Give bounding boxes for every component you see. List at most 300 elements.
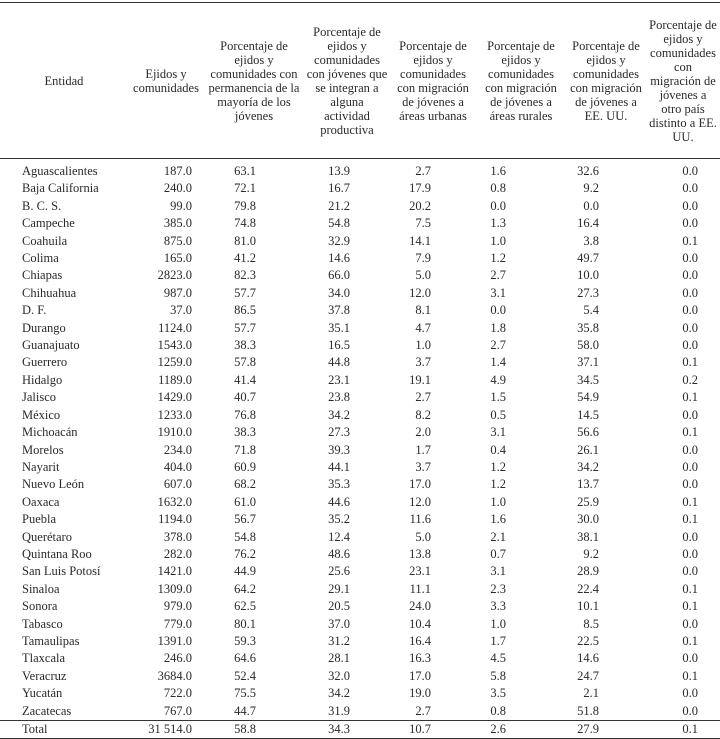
table-row [0, 685, 720, 702]
value-cell: 82.3 [234, 268, 256, 283]
value-cell: 0.0 [682, 285, 698, 300]
column-header: Porcentaje de ejidos y comunidades con migración de jóvenes a otro país distinto a EE. UU. [649, 17, 717, 144]
value-cell: 9.2 [583, 181, 599, 196]
value-cell: 35.3 [328, 477, 350, 492]
value-cell: 66.0 [328, 268, 350, 283]
value-cell: 79.8 [234, 198, 256, 213]
value-cell: 28.1 [328, 651, 350, 666]
value-cell: 60.9 [234, 459, 256, 474]
value-cell: 44.8 [328, 355, 350, 370]
value-cell: 2.7 [490, 268, 506, 283]
value-cell: 39.3 [328, 442, 350, 457]
entity-cell: San Luis Potosí [22, 564, 101, 579]
entity-cell: Hidalgo [22, 372, 63, 387]
value-cell: 10.1 [577, 599, 599, 614]
value-cell: 4.9 [490, 372, 506, 387]
value-cell: 12.0 [409, 494, 431, 509]
value-cell: 35.2 [328, 512, 350, 527]
value-cell: 875.0 [163, 233, 192, 248]
table-row [0, 633, 720, 650]
value-cell: 0.0 [682, 216, 698, 231]
entity-cell: Puebla [22, 512, 57, 527]
value-cell: 16.3 [409, 651, 431, 666]
value-cell: 57.7 [234, 320, 256, 335]
entity-cell: Oaxaca [22, 494, 60, 509]
entity-cell: Total [22, 722, 48, 736]
table-row [0, 233, 720, 250]
entity-cell: Tamaulipas [22, 633, 80, 648]
header-entidad: Entidad [44, 73, 84, 88]
value-cell: 165.0 [163, 251, 192, 266]
value-cell: 34.2 [328, 686, 350, 701]
value-cell: 48.6 [328, 546, 350, 561]
value-cell: 0.0 [682, 564, 698, 579]
value-cell: 1.7 [490, 633, 506, 648]
value-cell: 0.0 [490, 198, 506, 213]
value-cell: 21.2 [328, 198, 350, 213]
value-cell: 3.7 [415, 459, 431, 474]
value-cell: 14.6 [328, 251, 350, 266]
value-cell: 0.0 [682, 616, 698, 631]
table-row [0, 616, 720, 633]
value-cell: 11.6 [409, 512, 431, 527]
value-cell: 0.0 [682, 546, 698, 561]
column-header: Ejidos y comunidades [133, 66, 199, 95]
value-cell: 23.8 [328, 390, 350, 405]
entity-cell: Querétaro [22, 529, 72, 544]
value-cell: 16.4 [409, 633, 431, 648]
value-cell: 5.8 [490, 668, 506, 683]
value-cell: 0.0 [682, 407, 698, 422]
value-cell: 5.0 [415, 268, 431, 283]
value-cell: 0.0 [682, 251, 698, 266]
value-cell: 1189.0 [158, 372, 192, 387]
value-cell: 72.1 [234, 181, 256, 196]
entity-cell: Coahuila [22, 233, 68, 248]
value-cell: 25.9 [577, 494, 599, 509]
value-cell: 0.0 [490, 303, 506, 318]
value-cell: 27.3 [328, 425, 350, 440]
value-cell: 0.0 [682, 181, 698, 196]
value-cell: 17.0 [409, 668, 431, 683]
table-row [0, 302, 720, 319]
value-cell: 1233.0 [157, 407, 192, 422]
value-cell: 3.1 [490, 425, 506, 440]
value-cell: 30.0 [577, 512, 599, 527]
value-cell: 64.6 [234, 651, 256, 666]
entity-cell: Guerrero [22, 355, 68, 370]
value-cell: 2.7 [415, 703, 431, 718]
value-cell: 1.2 [490, 477, 506, 492]
migration-table [0, 2, 720, 739]
value-cell: 2.1 [490, 529, 506, 544]
value-cell: 0.0 [682, 268, 698, 283]
value-cell: 10.4 [409, 616, 431, 631]
table-row [0, 581, 720, 598]
value-cell: 0.8 [490, 181, 506, 196]
table-row [0, 198, 720, 215]
value-cell: 0.1 [682, 668, 698, 683]
value-cell: 31.2 [328, 633, 350, 648]
value-cell: 8.2 [415, 407, 431, 422]
value-cell: 0.7 [490, 546, 506, 561]
table-row [0, 159, 720, 181]
value-cell: 0.4 [490, 442, 506, 457]
value-cell: 1.8 [490, 320, 506, 335]
table-row [0, 598, 720, 615]
value-cell: 41.4 [234, 372, 256, 387]
table-row [0, 442, 720, 459]
value-cell: 8.5 [583, 616, 599, 631]
value-cell: 28.9 [577, 564, 599, 579]
value-cell: 234.0 [163, 442, 192, 457]
value-cell: 19.0 [409, 686, 431, 701]
value-cell: 0.1 [682, 390, 698, 405]
value-cell: 187.0 [163, 164, 192, 178]
value-cell: 62.5 [234, 599, 256, 614]
value-cell: 57.8 [234, 355, 256, 370]
value-cell: 4.7 [415, 320, 431, 335]
value-cell: 5.0 [415, 529, 431, 544]
value-cell: 57.7 [234, 285, 256, 300]
value-cell: 54.8 [234, 529, 256, 544]
value-cell: 16.7 [328, 181, 350, 196]
value-cell: 1259.0 [157, 355, 192, 370]
value-cell: 44.9 [234, 564, 256, 579]
entity-cell: B. C. S. [22, 198, 62, 213]
value-cell: 0.1 [682, 512, 698, 527]
value-cell: 0.0 [682, 703, 698, 718]
value-cell: 1.7 [415, 442, 431, 457]
value-cell: 0.1 [682, 581, 698, 596]
value-cell: 1194.0 [158, 512, 192, 527]
value-cell: 7.5 [415, 216, 431, 231]
entity-cell: México [22, 407, 61, 422]
table-row [0, 180, 720, 197]
value-cell: 41.2 [234, 251, 256, 266]
value-cell: 1.2 [490, 251, 506, 266]
value-cell: 0.0 [682, 686, 698, 701]
value-cell: 56.6 [577, 425, 599, 440]
value-cell: 59.3 [234, 633, 256, 648]
value-cell: 35.8 [577, 320, 599, 335]
value-cell: 1910.0 [157, 425, 192, 440]
value-cell: 2.0 [415, 425, 431, 440]
value-cell: 37.0 [170, 303, 192, 318]
value-cell: 22.4 [577, 581, 599, 596]
entity-cell: Morelos [22, 442, 64, 457]
value-cell: 3684.0 [157, 668, 192, 683]
value-cell: 23.1 [328, 372, 350, 387]
value-cell: 2.1 [583, 686, 599, 701]
value-cell: 0.1 [682, 494, 698, 509]
column-header: Porcentaje de ejidos y comunidades con migración de jóvenes a áreas rurales [485, 38, 557, 123]
value-cell: 34.0 [328, 285, 350, 300]
value-cell: 1.6 [490, 164, 506, 178]
value-cell: 64.2 [234, 581, 256, 596]
table-row [0, 372, 720, 389]
value-cell: 607.0 [163, 477, 192, 492]
entity-cell: Nayarit [22, 459, 60, 474]
value-cell: 38.3 [234, 425, 256, 440]
entity-cell: Tlaxcala [22, 651, 66, 666]
value-cell: 3.7 [415, 355, 431, 370]
value-cell: 0.0 [682, 477, 698, 492]
table-row [0, 354, 720, 371]
value-cell: 0.1 [682, 599, 698, 614]
value-cell: 34.3 [328, 722, 350, 736]
column-header: Porcentaje de ejidos y comunidades con migración de jóvenes a áreas urbanas [397, 38, 469, 123]
value-cell: 40.7 [234, 390, 256, 405]
value-cell: 1429.0 [157, 390, 192, 405]
value-cell: 10.0 [577, 268, 599, 283]
value-cell: 1.0 [490, 616, 506, 631]
value-cell: 99.0 [170, 198, 192, 213]
value-cell: 1391.0 [157, 633, 192, 648]
value-cell: 34.2 [577, 459, 599, 474]
value-cell: 76.2 [234, 546, 256, 561]
value-cell: 35.1 [328, 320, 350, 335]
entity-cell: Zacatecas [22, 703, 72, 718]
entity-cell: Jalisco [22, 390, 57, 405]
value-cell: 0.0 [682, 651, 698, 666]
value-cell: 1543.0 [157, 338, 192, 353]
value-cell: 63.1 [234, 164, 256, 178]
value-cell: 71.8 [234, 442, 256, 457]
value-cell: 32.9 [328, 233, 350, 248]
value-cell: 0.0 [682, 303, 698, 318]
value-cell: 16.4 [577, 216, 599, 231]
value-cell: 11.1 [409, 581, 431, 596]
value-cell: 1.0 [415, 338, 431, 353]
entity-cell: Nuevo León [22, 477, 85, 492]
value-cell: 0.1 [682, 633, 698, 648]
value-cell: 14.6 [577, 651, 599, 666]
value-cell: 14.5 [577, 407, 599, 422]
entity-cell: Baja California [22, 181, 99, 196]
value-cell: 61.0 [234, 494, 256, 509]
value-cell: 3.5 [490, 686, 506, 701]
value-cell: 385.0 [163, 216, 192, 231]
value-cell: 14.1 [409, 233, 431, 248]
table-row [0, 476, 720, 493]
value-cell: 16.5 [328, 338, 350, 353]
value-cell: 32.6 [577, 164, 599, 178]
value-cell: 0.1 [682, 425, 698, 440]
entity-cell: D. F. [22, 303, 47, 318]
value-cell: 240.0 [163, 181, 192, 196]
value-cell: 80.1 [234, 616, 256, 631]
value-cell: 20.5 [328, 599, 350, 614]
value-cell: 1.3 [490, 216, 506, 231]
value-cell: 404.0 [163, 459, 192, 474]
value-cell: 0.1 [682, 355, 698, 370]
value-cell: 3.3 [490, 599, 506, 614]
entity-cell: Sinaloa [22, 581, 60, 596]
value-cell: 58.8 [234, 722, 256, 736]
value-cell: 1.0 [490, 233, 506, 248]
entity-cell: Colima [22, 251, 59, 266]
entity-cell: Sonora [22, 599, 58, 614]
value-cell: 44.6 [328, 494, 350, 509]
value-cell: 246.0 [163, 651, 192, 666]
column-header: Porcentaje de ejidos y comunidades con jóvenes que se integran a alguna actividad productiva [306, 24, 388, 137]
value-cell: 1.6 [490, 512, 506, 527]
value-cell: 7.9 [415, 251, 431, 266]
value-cell: 282.0 [163, 546, 192, 561]
value-cell: 75.5 [234, 686, 256, 701]
value-cell: 31.9 [328, 703, 350, 718]
column-header: Porcentaje de ejidos y comunidades con migración de jóvenes a EE. UU. [570, 38, 642, 123]
value-cell: 76.8 [234, 407, 256, 422]
value-cell: 2.3 [490, 581, 506, 596]
value-cell: 13.9 [328, 164, 350, 178]
value-cell: 37.0 [328, 616, 350, 631]
value-cell: 987.0 [163, 285, 192, 300]
value-cell: 31 514.0 [148, 722, 192, 736]
value-cell: 37.8 [328, 303, 350, 318]
value-cell: 8.1 [415, 303, 431, 318]
value-cell: 24.7 [577, 668, 599, 683]
value-cell: 17.9 [409, 181, 431, 196]
value-cell: 32.0 [328, 668, 350, 683]
value-cell: 54.9 [577, 390, 599, 405]
value-cell: 44.7 [234, 703, 256, 718]
value-cell: 34.2 [328, 407, 350, 422]
value-cell: 1.5 [490, 390, 506, 405]
value-cell: 13.8 [409, 546, 431, 561]
value-cell: 779.0 [163, 616, 192, 631]
value-cell: 1309.0 [157, 581, 192, 596]
value-cell: 0.5 [490, 407, 506, 422]
value-cell: 81.0 [234, 233, 256, 248]
value-cell: 0.2 [682, 372, 698, 387]
value-cell: 12.4 [328, 529, 350, 544]
value-cell: 27.3 [577, 285, 599, 300]
value-cell: 52.4 [234, 668, 256, 683]
header-row [0, 3, 720, 159]
value-cell: 34.5 [577, 372, 599, 387]
value-cell: 19.1 [409, 372, 431, 387]
table-row [0, 424, 720, 441]
entity-cell: Michoacán [22, 425, 78, 440]
entity-cell: Tabasco [22, 616, 63, 631]
value-cell: 13.7 [577, 477, 599, 492]
value-cell: 4.5 [490, 651, 506, 666]
value-cell: 3.1 [490, 285, 506, 300]
value-cell: 0.0 [682, 164, 698, 178]
value-cell: 2.7 [415, 164, 431, 178]
table-row [0, 494, 720, 511]
value-cell: 722.0 [163, 686, 192, 701]
value-cell: 3.8 [583, 233, 599, 248]
value-cell: 22.5 [577, 633, 599, 648]
value-cell: 44.1 [328, 459, 350, 474]
table-row [0, 320, 720, 337]
value-cell: 0.0 [682, 320, 698, 335]
value-cell: 38.3 [234, 338, 256, 353]
table-row [0, 650, 720, 667]
value-cell: 0.0 [682, 198, 698, 213]
value-cell: 29.1 [328, 581, 350, 596]
entity-cell: Yucatán [22, 686, 63, 701]
table-row [0, 529, 720, 546]
table-row [0, 407, 720, 424]
table-row [0, 285, 720, 302]
value-cell: 38.1 [577, 529, 599, 544]
value-cell: 24.0 [409, 599, 431, 614]
value-cell: 378.0 [163, 529, 192, 544]
value-cell: 27.9 [577, 722, 599, 736]
value-cell: 9.2 [583, 546, 599, 561]
value-cell: 26.1 [577, 442, 599, 457]
value-cell: 51.8 [577, 703, 599, 718]
value-cell: 1.0 [490, 494, 506, 509]
value-cell: 767.0 [163, 703, 192, 718]
table-row [0, 546, 720, 563]
value-cell: 23.1 [409, 564, 431, 579]
value-cell: 1124.0 [158, 320, 192, 335]
table-row [0, 389, 720, 406]
value-cell: 1632.0 [157, 494, 192, 509]
entity-cell: Chihuahua [22, 285, 77, 300]
value-cell: 0.0 [682, 529, 698, 544]
value-cell: 0.1 [682, 233, 698, 248]
value-cell: 2823.0 [157, 268, 192, 283]
column-header: Porcentaje de ejidos y comunidades con permanencia de la mayoría de los jóvenes [208, 38, 300, 123]
table-row [0, 703, 720, 721]
value-cell: 0.1 [682, 722, 698, 736]
entity-cell: Guanajuato [22, 338, 80, 353]
value-cell: 56.7 [234, 512, 256, 527]
value-cell: 1421.0 [157, 564, 192, 579]
value-cell: 20.2 [409, 198, 431, 213]
value-cell: 2.7 [490, 338, 506, 353]
value-cell: 979.0 [163, 599, 192, 614]
value-cell: 2.6 [490, 722, 506, 736]
value-cell: 1.4 [490, 355, 506, 370]
table-row [0, 215, 720, 232]
table-row [0, 337, 720, 354]
table-row [0, 459, 720, 476]
value-cell: 25.6 [328, 564, 350, 579]
value-cell: 3.1 [490, 564, 506, 579]
value-cell: 0.0 [682, 459, 698, 474]
value-cell: 0.0 [583, 198, 599, 213]
total-row [0, 721, 720, 739]
value-cell: 54.8 [328, 216, 350, 231]
value-cell: 58.0 [577, 338, 599, 353]
value-cell: 12.0 [409, 285, 431, 300]
value-cell: 17.0 [409, 477, 431, 492]
value-cell: 0.0 [682, 338, 698, 353]
entity-cell: Veracruz [22, 668, 67, 683]
entity-cell: Durango [22, 320, 66, 335]
value-cell: 1.2 [490, 459, 506, 474]
value-cell: 68.2 [234, 477, 256, 492]
value-cell: 2.7 [415, 390, 431, 405]
value-cell: 0.8 [490, 703, 506, 718]
value-cell: 49.7 [577, 251, 599, 266]
table-row [0, 267, 720, 284]
entity-cell: Campeche [22, 216, 75, 231]
entity-cell: Chiapas [22, 268, 63, 283]
value-cell: 10.7 [409, 722, 431, 736]
value-cell: 5.4 [583, 303, 599, 318]
value-cell: 0.0 [682, 442, 698, 457]
value-cell: 37.1 [577, 355, 599, 370]
table-row [0, 250, 720, 267]
